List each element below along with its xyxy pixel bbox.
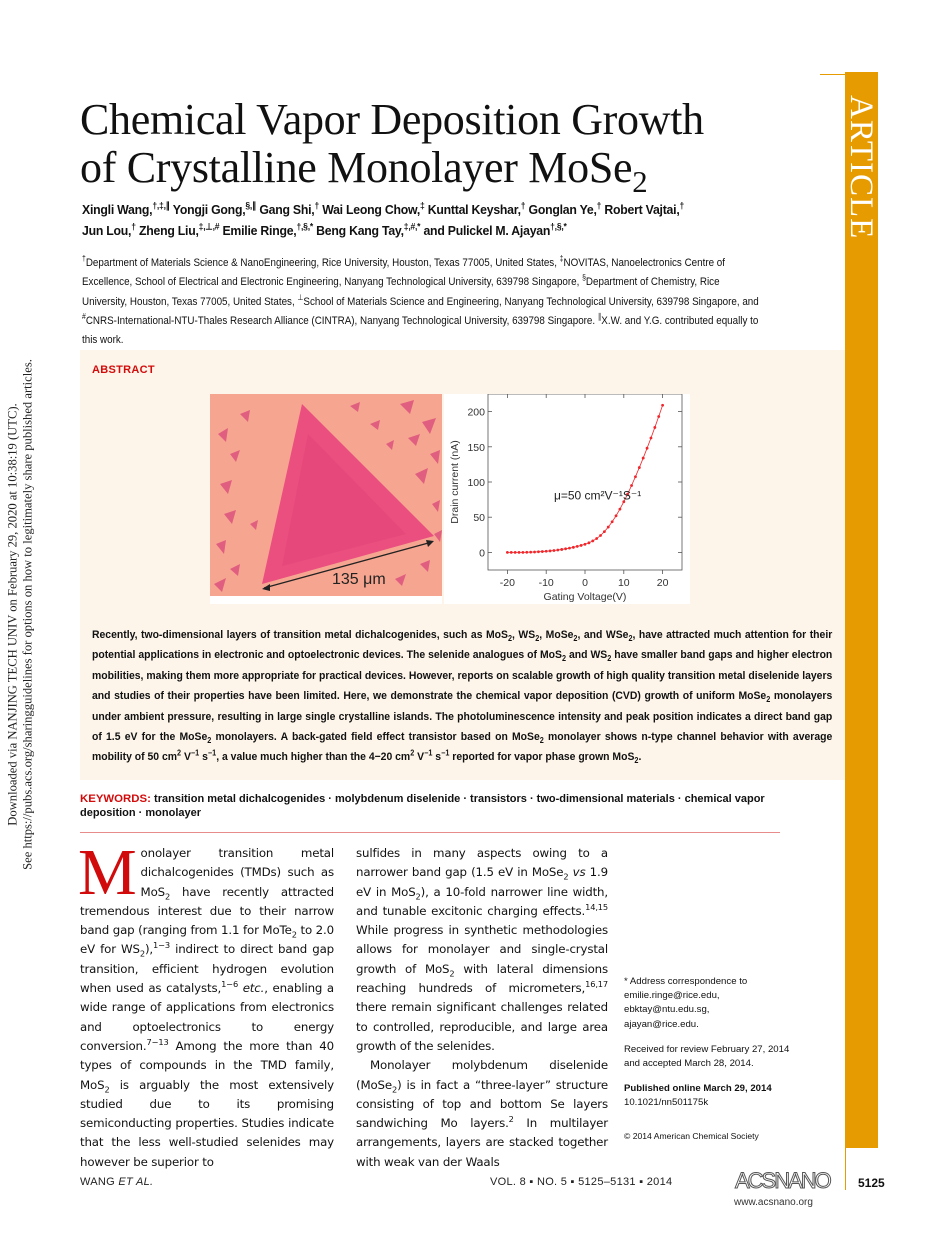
email-link[interactable]: ebktay@ntu.edu.sg,: [624, 1004, 710, 1016]
superscript: 7−13: [146, 1037, 169, 1048]
body-column-2: [356, 844, 608, 1172]
text-run: monolayers. A back-gated field effect transistor based on MoSe: [211, 731, 540, 744]
author-name: Gonglan Ye,: [528, 202, 597, 217]
download-notice-line2: See https://pubs.acs.org/sharingguidelines for options on how to legitimately share published articles.: [20, 359, 34, 870]
text-run: Recently, two-dimensional layers of transition metal dichalcogenides, such as MoS: [92, 629, 508, 641]
author-name: Yongji Gong,: [172, 202, 246, 217]
data-point: [619, 508, 622, 511]
text-run: ), a 10-fold narrower line width, and tunable excitonic charging effects.: [356, 884, 608, 918]
transfer-curve-chart: [444, 394, 690, 604]
author-affiliation-marks: †: [679, 200, 685, 211]
data-point: [518, 551, 521, 554]
data-point: [541, 550, 544, 553]
affiliation-text: X.W. and Y.G. contributed equally to this work.: [82, 314, 759, 347]
superscript: 16,17: [585, 979, 608, 990]
y-tick-label: 50: [473, 512, 485, 525]
accepted-date: and accepted March 28, 2014.: [624, 1058, 754, 1070]
affiliation-text: CNRS-International-NTU-Thales Research Alliance (CINTRA), Nanyang Technological University, 639798 Singapore.: [85, 314, 598, 327]
mobility-annotation: μ=50 cm²V⁻¹S⁻¹: [553, 488, 642, 503]
published-date: Published online March 29, 2014: [624, 1083, 772, 1095]
paper-title: [80, 95, 704, 199]
text-run: onolayer transition metal dichalcogenides (TMDs) such as MoS: [140, 846, 334, 899]
data-point: [642, 457, 645, 460]
subscript: 2: [392, 1083, 398, 1094]
affiliation-mark: ∥: [597, 312, 602, 322]
superscript: 14,15: [585, 901, 608, 912]
received-date: Received for review February 27, 2014: [624, 1043, 790, 1055]
x-tick-label: -20: [499, 577, 515, 589]
data-point: [653, 426, 656, 429]
data-point: [661, 404, 664, 407]
data-point: [537, 550, 540, 553]
text-run: have recently attracted tremendous interest due to their narrow band gap (ranging from 1.1 for MoTe: [80, 884, 334, 938]
affiliation-mark: #: [82, 312, 86, 322]
text-run: monolayers under ambient pressure, resulting in large single crystalline islands. The photoluminescence intensity and peak position indicates a direct band gap of 1.5 eV for the MoSe: [92, 690, 833, 744]
data-point: [506, 551, 509, 554]
text-run: and WS: [566, 649, 608, 662]
body-column-1: [78, 836, 334, 1172]
data-point: [556, 549, 559, 552]
subscript: 2: [607, 654, 612, 664]
data-point: [545, 550, 548, 553]
data-point: [591, 540, 594, 543]
data-point: [630, 484, 633, 487]
body-paragraph: [356, 1056, 608, 1172]
data-point: [615, 514, 618, 517]
citation-info: VOL. 8 ▪ NO. 5 ▪ 5125–5131 ▪ 2014: [490, 1176, 673, 1188]
data-point: [587, 541, 590, 544]
subscript: 2: [539, 736, 544, 746]
data-point: [576, 545, 579, 548]
superscript: 2: [410, 748, 415, 758]
text-run: to 2.0 eV for WS: [80, 923, 334, 957]
data-point: [646, 447, 649, 450]
text-run: , enabling a wide range of applications from electronics and optoelectronics to energy conversion.: [80, 981, 334, 1053]
author-affiliation-marks: ‡: [419, 200, 425, 211]
affiliation-mark: ⊥: [297, 292, 304, 302]
author-affiliation-marks: ‡,⊥,#: [198, 221, 220, 232]
subscript: 2: [104, 1083, 110, 1094]
keywords-label: KEYWORDS:: [80, 793, 151, 805]
dropcap: M: [78, 836, 137, 909]
author-name: Kunttal Keyshar,: [427, 202, 521, 217]
section-divider: [80, 832, 780, 833]
author-name: Jun Lou,: [82, 223, 132, 238]
title-line-2: of Crystalline Monolayer MoSe$_2$: [80, 143, 648, 199]
download-notice-line1: Downloaded via NANJING TECH UNIV on February 29, 2020 at 10:38:19 (UTC).: [5, 403, 20, 826]
text-run: indirect to direct band gap transition, efficient hydrogen evolution when used as catalysts,: [80, 942, 334, 996]
affiliation-text: School of Materials Science and Engineering, Nanyang Technological University, 639798 Singapore, and: [303, 295, 759, 308]
text-run: Among the more than 40 types of compounds in the TMD family, MoS: [80, 1038, 334, 1092]
text-run: ) is in fact a “three-layer” structure consisting of top and bottom Se layers sandwiching Mo layers.: [356, 1077, 608, 1131]
author-name: Robert Vajtai,: [604, 202, 680, 217]
text-run: V: [181, 751, 191, 764]
x-tick-label: -10: [538, 577, 554, 589]
email-link[interactable]: emilie.ringe@rice.edu,: [624, 990, 720, 1002]
superscript: 2: [176, 748, 182, 758]
keywords-list: transition metal dichalcogenides · molybdenum diselenide · transistors · two-dimensional materials · chemical vapor deposition · monolayer: [80, 793, 765, 819]
author-name: and Pulickel M. Ajayan: [423, 223, 551, 238]
data-point: [522, 551, 525, 554]
download-notice: [6, 355, 35, 875]
article-section-line: [845, 1148, 846, 1190]
data-point: [553, 549, 556, 552]
data-point: [607, 526, 610, 529]
superscript: 2: [508, 1114, 514, 1125]
text-run: While progress in synthetic methodologies allows for monolayer and single-crystal growth of MoS: [356, 923, 608, 976]
text-run: , and WSe: [577, 629, 629, 641]
text-run: Monolayer molybdenum diselenide (MoSe: [356, 1058, 608, 1092]
micrograph-image: [210, 394, 442, 604]
author-affiliation-marks: †: [314, 200, 320, 211]
italic-text: etc.: [238, 981, 265, 996]
text-run: , have attracted much attention for their potential applications in electronic and optoelectronic devices. The selenide analogues of MoS: [92, 629, 833, 662]
italic-text: vs: [568, 865, 586, 880]
subscript: 2: [535, 634, 540, 644]
y-tick-label: 0: [479, 547, 485, 560]
affiliation-text: NOVITAS, Nanoelectronics Centre of Excellence, School of Electrical and Electronic Engineering, Nanyang Technological University, 639798 Singapore,: [82, 257, 725, 289]
text-run: s: [199, 751, 208, 764]
superscript: −1: [190, 748, 200, 758]
author-list: [82, 199, 752, 241]
journal-website-link[interactable]: www.acsnano.org: [734, 1197, 813, 1208]
data-point: [611, 520, 614, 523]
affiliation-mark: §: [582, 273, 586, 283]
y-tick-label: 150: [467, 441, 485, 454]
author-affiliation-marks: †,‡,∥: [152, 200, 170, 211]
subscript: 2: [139, 948, 145, 959]
journal-logo: ACSNANO: [735, 1168, 830, 1193]
author-name: Gang Shi,: [259, 202, 315, 217]
affiliation-text: Department of Materials Science & NanoEngineering, Rice University, Houston, Texas 77005, United States,: [85, 257, 560, 269]
text-run: V: [414, 751, 425, 764]
text-run: with lateral dimensions reaching hundreds of micrometers,: [356, 961, 608, 996]
doi-link[interactable]: 10.1021/nn501175k: [624, 1097, 709, 1109]
text-run: , WS: [512, 629, 536, 641]
affiliation-text: Department of Chemistry, Rice University, Houston, Texas 77005, United States,: [82, 276, 720, 308]
data-point: [584, 543, 587, 546]
text-run: .: [638, 751, 642, 764]
data-point: [572, 546, 575, 549]
author-name: Beng Kang Tay,: [316, 223, 404, 238]
data-point: [580, 544, 583, 547]
author-affiliation-marks: †: [131, 221, 136, 232]
text-run: 1.9 eV in MoS: [356, 865, 608, 899]
text-run: sulfides in many aspects owing to a narrower band gap (1.5 eV in MoSe: [356, 846, 608, 880]
data-point: [525, 551, 528, 554]
y-tick-label: 200: [467, 406, 485, 419]
title-line-1: Chemical Vapor Deposition Growth: [80, 95, 704, 144]
x-axis-label: Gating Voltage(V): [543, 591, 627, 603]
keywords: [80, 793, 800, 820]
abstract-text: [92, 625, 832, 768]
superscript: −1: [207, 748, 217, 758]
subscript: 2: [164, 890, 171, 901]
author-name: Zheng Liu,: [138, 223, 199, 238]
scale-label: 135 μm: [332, 571, 386, 588]
subscript: 2: [449, 968, 455, 979]
text-run: there remain significant challenges related to controlled, reproducible, and large area growth of the selenides.: [356, 1000, 608, 1053]
author-name: Xingli Wang,: [82, 202, 153, 217]
text-run: have smaller band gaps and higher electron mobilities, making them more appropriate for practical devices. However, reports on scalable growth of high quality transition metal diselenide layers and studies of their properties have been limited. Here, we demonstrate the chemical vapor deposition (CVD) growth of uniform MoSe: [92, 649, 833, 703]
subscript: 2: [563, 871, 569, 882]
article-info-box: [624, 975, 824, 1154]
series-line: [507, 405, 662, 552]
body-paragraph: [356, 844, 608, 1056]
author-affiliation-marks: ‡,#,*: [403, 221, 421, 232]
data-point: [634, 475, 637, 478]
y-tick-label: 100: [467, 477, 485, 489]
data-point: [568, 547, 571, 550]
email-link[interactable]: ajayan@rice.edu.: [624, 1018, 699, 1030]
author-affiliation-marks: †: [520, 200, 526, 211]
data-point: [549, 550, 552, 553]
y-axis-label: Drain current (nA): [449, 440, 461, 524]
subscript: 2: [507, 634, 513, 644]
copyright: © 2014 American Chemical Society: [624, 1130, 759, 1141]
superscript: 1−6: [221, 979, 239, 990]
text-run: ),: [144, 942, 154, 957]
author-affiliation-marks: †,§,*: [550, 221, 567, 232]
micrograph-svg: [210, 394, 442, 604]
superscript: 1−3: [153, 940, 170, 951]
subscript: 2: [766, 695, 771, 705]
running-author: WANG ET AL.: [80, 1176, 154, 1188]
affiliations: [82, 254, 761, 350]
page-number: 5125: [858, 1176, 885, 1190]
text-run: reported for vapor phase grown MoS: [449, 751, 635, 764]
subscript: 2: [634, 756, 639, 766]
text-run: , a value much higher than the 4−20 cm: [216, 751, 411, 764]
x-tick-label: 0: [582, 577, 588, 589]
subscript: 2: [573, 634, 578, 644]
x-tick-label: 10: [617, 577, 630, 589]
superscript: −1: [424, 748, 433, 758]
author-affiliation-marks: §,∥: [245, 200, 257, 211]
subscript: 2: [561, 654, 567, 664]
affiliation-mark: ‡: [559, 254, 564, 264]
data-point: [650, 437, 653, 440]
data-point: [533, 551, 536, 554]
text-run: monolayer shows n-type channel behavior with average mobility of 50 cm: [92, 731, 833, 764]
subscript: 2: [415, 890, 421, 901]
superscript: −1: [441, 748, 450, 758]
subscript: 2: [628, 634, 633, 644]
correspondence-label: * Address correspondence to: [624, 976, 748, 987]
affiliation-mark: †: [82, 254, 86, 264]
data-point: [564, 547, 567, 550]
text-run: s: [432, 751, 442, 764]
author-affiliation-marks: †,§,*: [296, 221, 313, 232]
author-affiliation-marks: †: [596, 200, 602, 211]
chart-svg: [444, 394, 690, 604]
data-point: [603, 530, 606, 533]
text-run: In multilayer arrangements, layers are stacked together with weak van der Waals: [356, 1116, 608, 1169]
subscript: 2: [291, 929, 297, 940]
data-point: [595, 537, 598, 540]
subscript: 2: [207, 736, 212, 746]
data-point: [510, 551, 513, 554]
data-point: [599, 534, 602, 537]
article-section-label: ARTICLE: [843, 95, 879, 240]
data-point: [514, 551, 517, 554]
text-run: , MoSe: [539, 629, 574, 641]
author-name: Wai Leong Chow,: [322, 202, 420, 217]
text-run: is arguably the most extensively studied due to its promising semiconducting properties. Studies indicate that the less well-studied selenides may however be superior to: [80, 1077, 334, 1169]
data-point: [560, 548, 563, 551]
data-point: [638, 466, 641, 469]
author-name: Emilie Ringe,: [222, 223, 297, 238]
data-point: [657, 415, 660, 418]
article-tab-rule: [820, 74, 845, 75]
x-tick-label: 20: [656, 577, 669, 589]
abstract-heading: ABSTRACT: [92, 364, 155, 376]
data-point: [529, 551, 532, 554]
